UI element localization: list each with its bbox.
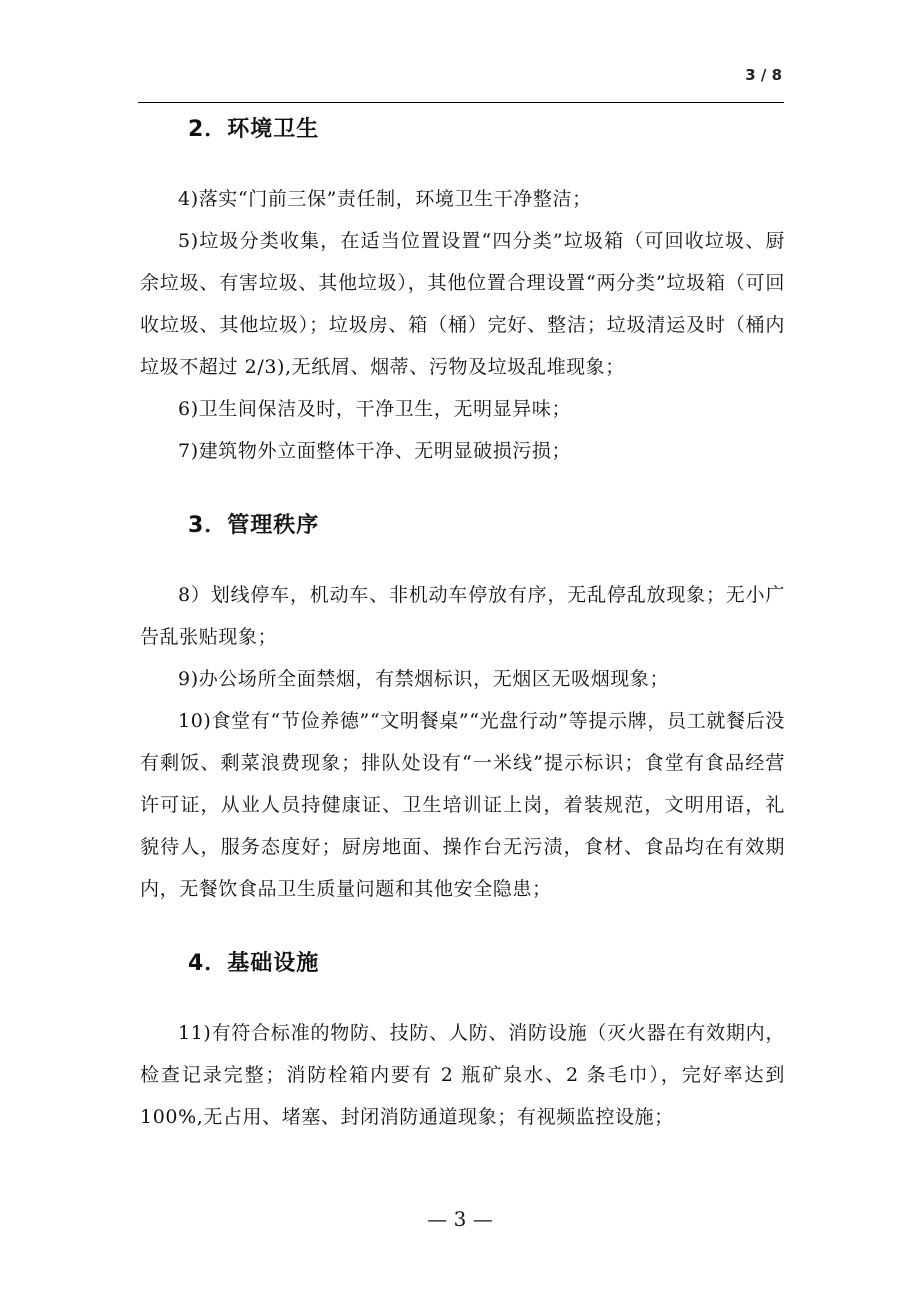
- paragraph-item-7: 7)建筑物外立面整体干净、无明显破损污损；: [178, 440, 572, 462]
- paragraph-item-10: 10)食堂有“节俭养德”“文明餐桌”“光盘行动”等提示牌，员工就餐后没有剩饭、剩菜浪费现象；排队处设有“一米线”提示标识；食堂有食品经营许可证，从业人员持健康证、卫生培训证上岗，着装规范，文明用语，礼貌待人，服务态度好；厨房地面、操作台无污渍，食材、食品均在有效期内，无餐饮食品卫生质量问题和其他安全隐患；: [140, 710, 785, 900]
- page-indicator: 3 / 8: [745, 66, 782, 84]
- section-heading-environment: 2．环境卫生: [188, 117, 320, 142]
- paragraph-item-11: 11)有符合标准的物防、技防、人防、消防设施（灭火器在有效期内，检查记录完整；消防栓箱内要有 2 瓶矿泉水、2 条毛巾），完好率达到 100%,无占用、堵塞、封闭消防通道现象；有视频监控设施；: [140, 1022, 785, 1128]
- page-number-footer: — 3 —: [427, 1207, 493, 1231]
- section-heading-management: 3．管理秩序: [188, 513, 320, 538]
- paragraph-item-8: 8）划线停车，机动车、非机动车停放有序，无乱停乱放现象；无小广告乱张贴现象；: [140, 584, 785, 648]
- paragraph-item-6: 6)卫生间保洁及时，干净卫生，无明显异味；: [178, 398, 572, 420]
- paragraph-item-9: 9)办公场所全面禁烟，有禁烟标识，无烟区无吸烟现象；: [178, 668, 670, 690]
- paragraph-item-4: 4)落实“门前三保”责任制，环境卫生干净整洁；: [178, 188, 592, 210]
- paragraph-item-5: 5)垃圾分类收集，在适当位置设置“四分类”垃圾箱（可回收垃圾、厨余垃圾、有害垃圾、其他垃圾），其他位置合理设置“两分类”垃圾箱（可回收垃圾、其他垃圾）；垃圾房、箱（桶）完好、整洁；垃圾清运及时（桶内垃圾不超过 2/3),无纸屑、烟蒂、污物及垃圾乱堆现象；: [140, 230, 785, 378]
- document-body: [140, 106, 785, 1138]
- section-heading-infrastructure: 4．基础设施: [188, 951, 320, 976]
- header-divider: [138, 102, 784, 103]
